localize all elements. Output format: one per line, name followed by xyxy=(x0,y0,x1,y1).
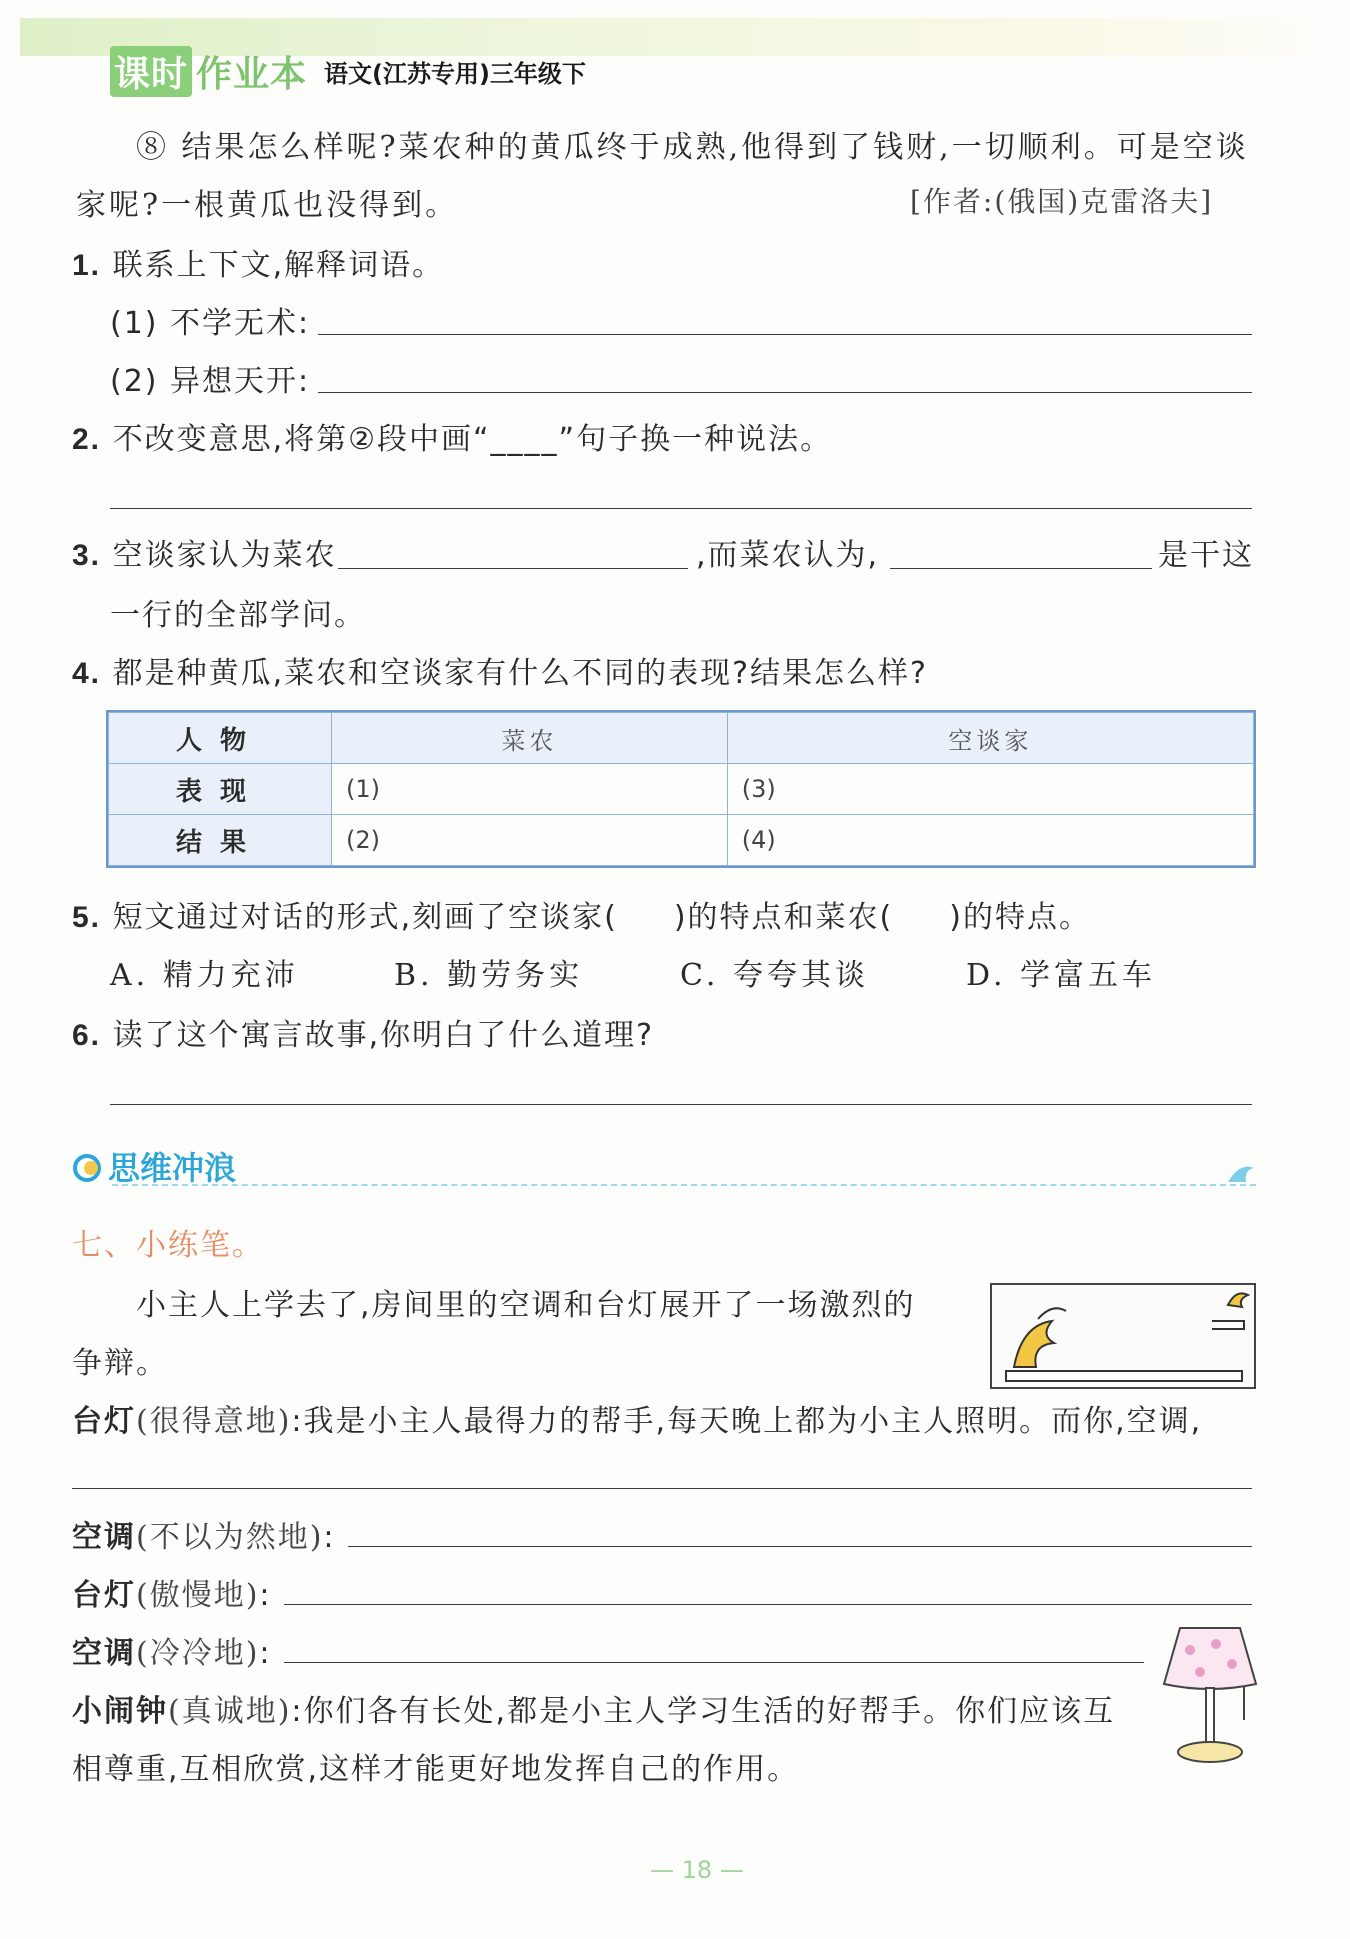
question-3-mid: ,而菜农认为, xyxy=(696,538,880,573)
passage-line-1: ⑧ 结果怎么样呢?菜农种的黄瓜终于成熟,他得到了钱财,一切顺利。可是空谈 xyxy=(136,130,1249,165)
ac-line-1: 空调(不以为然地): xyxy=(72,1520,336,1555)
clock-line-1: 小闹钟(真诚地):你们各有长处,都是小主人学习生活的好帮手。你们应该互 xyxy=(72,1694,1116,1729)
question-3-line-2: 一行的全部学问。 xyxy=(110,598,366,633)
option-d[interactable]: D. 学富五车 xyxy=(966,958,1157,993)
writing-answer-line-3[interactable] xyxy=(284,1604,1252,1605)
q2-answer-line[interactable] xyxy=(110,508,1252,509)
cell-3[interactable]: (3) xyxy=(727,764,1253,815)
writing-answer-line-4[interactable] xyxy=(284,1662,1144,1663)
air-conditioner-illustration xyxy=(990,1283,1256,1389)
cell-4[interactable]: (4) xyxy=(727,815,1253,866)
lamp-line-1: 台灯(很得意地):我是小主人最得力的帮手,每天晚上都为小主人照明。而你,空调, xyxy=(72,1404,1203,1439)
section-divider xyxy=(112,1184,1256,1186)
exercise-7-title: 七、小练笔。 xyxy=(72,1228,264,1263)
header-person: 人物 xyxy=(109,713,332,764)
question-3-end: 是干这 xyxy=(1158,538,1254,573)
writing-answer-line-2[interactable] xyxy=(348,1546,1252,1547)
option-a[interactable]: A. 精力充沛 xyxy=(110,958,299,993)
writing-intro-1: 小主人上学去了,房间里的空调和台灯展开了一场激烈的 xyxy=(136,1288,916,1323)
header-farmer: 菜农 xyxy=(332,713,728,764)
logo-box: 课时 xyxy=(110,46,192,97)
q1a-answer-line[interactable] xyxy=(318,334,1252,335)
header-logo xyxy=(110,46,307,97)
table-row xyxy=(109,764,1254,815)
header-talker: 空谈家 xyxy=(727,713,1253,764)
section-title: 思维冲浪 xyxy=(72,1143,236,1189)
author-credit: [作者:(俄国)克雷洛夫] xyxy=(910,185,1214,218)
q3-blank-1[interactable] xyxy=(338,568,688,569)
row-result: 结果 xyxy=(109,815,332,866)
writing-intro-2: 争辩。 xyxy=(72,1346,168,1381)
cell-2[interactable]: (2) xyxy=(332,815,728,866)
passage-line-2: 家呢?一根黄瓜也没得到。 xyxy=(76,188,459,223)
table-row xyxy=(109,815,1254,866)
option-b[interactable]: B. 勤劳务实 xyxy=(394,958,584,993)
question-5: 5. 短文通过对话的形式,刻画了空谈家( )的特点和菜农( )的特点。 xyxy=(72,900,1091,935)
cell-1[interactable]: (1) xyxy=(332,764,728,815)
lamp-line-2: 台灯(傲慢地): xyxy=(72,1578,272,1613)
question-1: 1. 联系上下文,解释词语。 xyxy=(72,248,445,283)
comparison-table xyxy=(108,712,1254,866)
q1-item-a: (1) 不学无术: xyxy=(110,306,311,341)
ac-line-2: 空调(冷冷地): xyxy=(72,1636,272,1671)
surf-wave-icon xyxy=(1226,1160,1256,1184)
clock-line-2: 相尊重,互相欣赏,这样才能更好地发挥自己的作用。 xyxy=(72,1752,800,1787)
header-subtitle: 语文(江苏专用)三年级下 xyxy=(324,60,586,88)
question-6: 6. 读了这个寓言故事,你明白了什么道理? xyxy=(72,1018,655,1053)
option-c[interactable]: C. 夸夸其谈 xyxy=(680,958,869,993)
logo-text: 作业本 xyxy=(196,54,308,95)
writing-answer-line-1[interactable] xyxy=(72,1488,1252,1489)
row-behavior: 表现 xyxy=(109,764,332,815)
q1-item-b: (2) 异想天开: xyxy=(110,364,311,399)
q6-answer-line[interactable] xyxy=(110,1104,1252,1105)
question-2: 2. 不改变意思,将第②段中画“____”句子换一种说法。 xyxy=(72,422,833,457)
table-lamp-illustration xyxy=(1160,1620,1260,1770)
wave-icon xyxy=(72,1153,102,1183)
question-3-start: 3. 空谈家认为菜农 xyxy=(72,538,337,573)
page-number: — 18 — xyxy=(650,1856,744,1884)
q1b-answer-line[interactable] xyxy=(318,392,1252,393)
question-4: 4. 都是种黄瓜,菜农和空谈家有什么不同的表现?结果怎么样? xyxy=(72,656,928,691)
table-header-row xyxy=(109,713,1254,764)
q3-blank-2[interactable] xyxy=(890,568,1152,569)
